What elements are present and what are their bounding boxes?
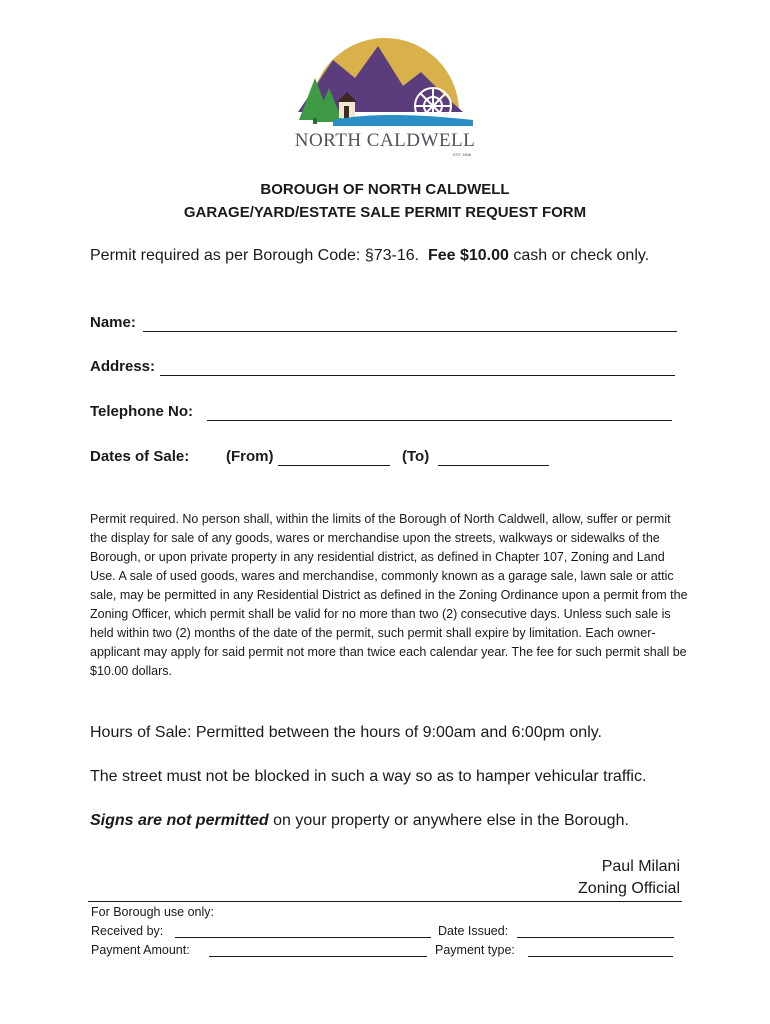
name-field[interactable] [143, 331, 677, 332]
payment-amount-label: Payment Amount: [91, 943, 190, 957]
logo-name: NORTH CALDWELL [294, 130, 476, 151]
permit-notice [90, 247, 649, 265]
telephone-field[interactable] [207, 420, 672, 421]
dates-of-sale-label: Dates of Sale: [90, 448, 190, 465]
north-caldwell-logo [293, 38, 478, 158]
signs-rule-text: on your property or anywhere else in the Borough. [273, 812, 629, 829]
borough-use-heading: For Borough use only: [91, 905, 214, 919]
permit-code: Permit required as per Borough Code: §73-16. [90, 247, 420, 264]
date-issued-label: Date Issued: [438, 924, 509, 938]
hours-of-sale: Hours of Sale: Permitted between the hours of 9:00am and 6:00pm only. [90, 724, 602, 741]
signs-rule [90, 812, 629, 830]
payment-type-label: Payment type: [435, 943, 515, 957]
from-date-field[interactable] [278, 465, 390, 466]
date-issued-field[interactable] [517, 937, 674, 938]
separator-line [88, 901, 682, 902]
logo-est: EST 1898 [453, 152, 471, 157]
form-title-borough: BOROUGH OF NORTH CALDWELL [260, 181, 510, 198]
signs-rule-emphasis: Signs are not permitted [90, 812, 269, 829]
address-label: Address: [90, 358, 156, 375]
name-label: Name: [90, 314, 136, 331]
form-title-permit: GARAGE/YARD/ESTATE SALE PERMIT REQUEST FORM [183, 204, 587, 221]
permit-payment: cash or check only. [513, 247, 650, 264]
received-by-label: Received by: [91, 924, 164, 938]
street-rule: The street must not be blocked in such a way so as to hamper vehicular traffic. [90, 768, 647, 785]
official-title: Zoning Official [578, 880, 680, 897]
official-signature [578, 856, 680, 900]
telephone-label: Telephone No: [90, 403, 194, 420]
received-by-field[interactable] [175, 937, 431, 938]
payment-type-field[interactable] [528, 956, 673, 957]
official-name: Paul Milani [601, 858, 680, 875]
ordinance-text [90, 510, 690, 681]
address-field[interactable] [160, 375, 675, 376]
payment-amount-field[interactable] [209, 956, 427, 957]
ordinance-paragraph: Permit required. No person shall, within the limits of the Borough of North Caldwell, allow, suffer or permit the display for sale of any goods, wares or merchandise upon the streets, walkways or sidewalks of the Borough, or upon private property in any residential district, as defined in Chapter 107, Zoning and Land Use. A sale of used goods, wares and merchandise, commonly known as a garage sale, lawn sale or attic sale, may be permitted in any Residential District as defined in the Zoning Ordinance upon a permit from the Zoning Officer, which permit shall be valid for no more than two (2) consecutive days. Unless such sale is held within two (2) months of the date of the permit, such permit shall expire by limitation. Each owner-applicant may apply for said permit not more than twice each calendar year. The fee for such permit shall be $10.00 dollars. [90, 512, 688, 678]
to-date-field[interactable] [438, 465, 549, 466]
from-label: (From) [226, 448, 274, 465]
permit-fee: Fee $10.00 [427, 247, 509, 264]
to-label: (To) [402, 448, 430, 465]
